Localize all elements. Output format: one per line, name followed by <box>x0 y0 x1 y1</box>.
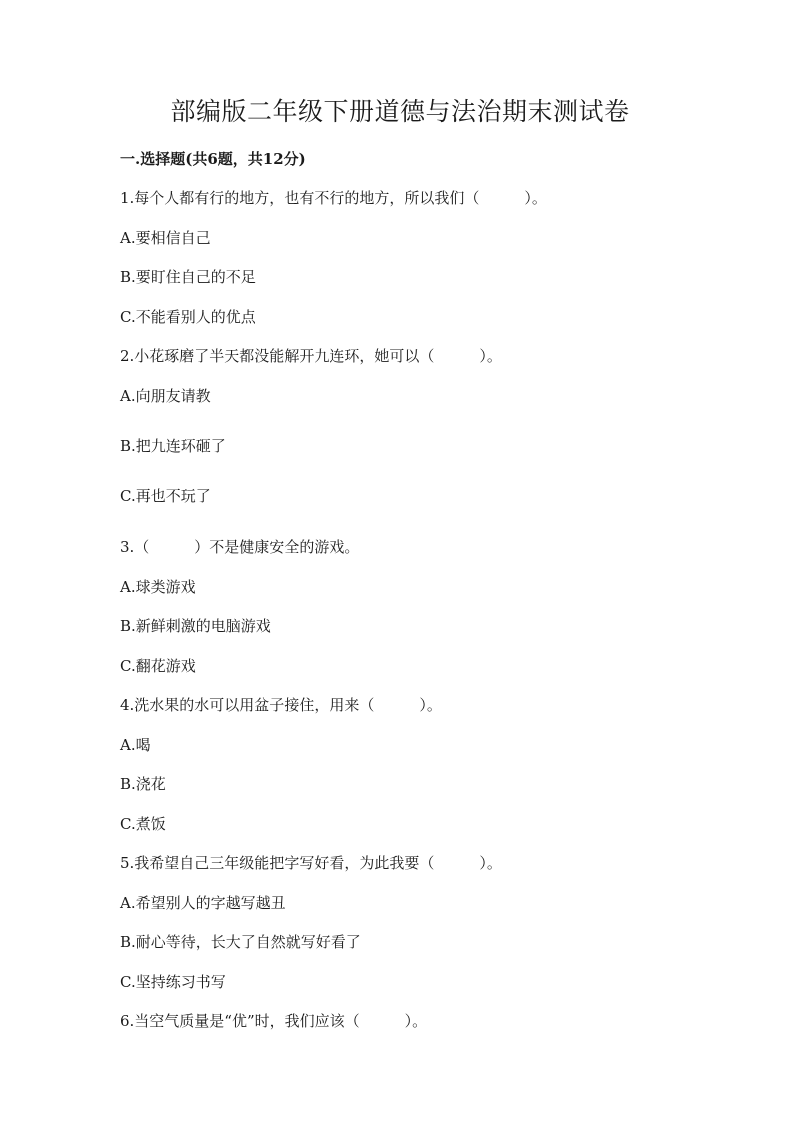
question-6-stem: 6.当空气质量是“优”时，我们应该（ ）。 <box>120 1012 428 1030</box>
question-1-option-b: B.要盯住自己的不足 <box>120 268 256 286</box>
question-4-option-b: B.浇花 <box>120 775 166 793</box>
question-1-stem: 1.每个人都有行的地方，也有不行的地方，所以我们（ ）。 <box>120 189 547 207</box>
question-3-option-a: A.球类游戏 <box>120 578 196 596</box>
question-2-option-c: C.再也不玩了 <box>120 487 211 505</box>
question-2-option-b: B.把九连环砸了 <box>120 437 226 455</box>
question-1-option-c: C.不能看别人的优点 <box>120 308 256 326</box>
question-1-option-a: A.要相信自己 <box>120 229 211 247</box>
question-3-stem: 3.（ ）不是健康安全的游戏。 <box>120 538 360 556</box>
page-title: 部编版二年级下册道德与法治期末测试卷 <box>170 97 630 126</box>
question-3-option-b: B.新鲜刺激的电脑游戏 <box>120 617 271 635</box>
question-2-option-a: A.向朋友请教 <box>120 387 211 405</box>
question-5-option-c: C.坚持练习书写 <box>120 973 226 991</box>
question-4-option-a: A.喝 <box>120 736 151 754</box>
question-4-stem: 4.洗水果的水可以用盆子接住，用来（ ）。 <box>120 696 442 714</box>
question-5-option-a: A.希望别人的字越写越丑 <box>120 894 286 912</box>
question-5-stem: 5.我希望自己三年级能把字写好看，为此我要（ ）。 <box>120 854 502 872</box>
section-heading: 一.选择题(共6题，共12分) <box>120 150 306 168</box>
question-5-option-b: B.耐心等待，长大了自然就写好看了 <box>120 933 361 951</box>
question-4-option-c: C.煮饭 <box>120 815 166 833</box>
question-3-option-c: C.翻花游戏 <box>120 657 196 675</box>
question-2-stem: 2.小花琢磨了半天都没能解开九连环，她可以（ ）。 <box>120 347 502 365</box>
